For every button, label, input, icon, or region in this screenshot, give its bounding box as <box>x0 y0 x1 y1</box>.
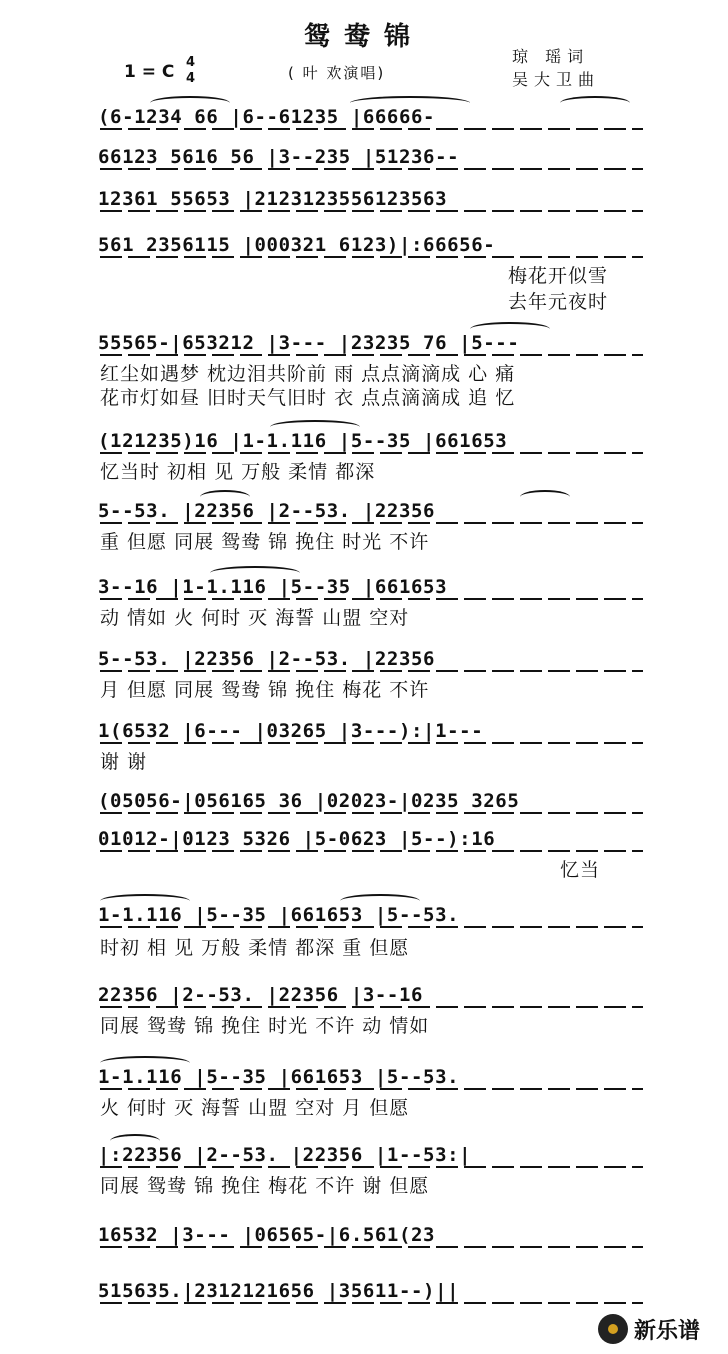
time-signature-bottom: 4 <box>186 71 196 86</box>
lyric-line: 时初 相 见 万般 柔情 都深 重 但愿 <box>100 937 410 959</box>
music-row: 1-1.116 |5--35 |661653 |5--53. <box>98 902 643 928</box>
music-row: |:22356 |2--53. |22356 |1--53:| <box>98 1142 643 1168</box>
time-signature-top: 4 <box>186 55 196 70</box>
music-row: (6-1234 66 |6--61235 |66666- <box>98 104 643 130</box>
lyric-line: 梅花开似雪 <box>508 265 609 287</box>
key-signature: 1 = C <box>124 62 175 82</box>
slur-mark <box>270 420 360 434</box>
music-row: 5--53. |22356 |2--53. |22356 <box>98 646 643 672</box>
slur-mark <box>150 96 230 110</box>
music-row: 55565-|653212 |3--- |23235 76 |5--- <box>98 330 643 356</box>
slur-mark <box>350 96 470 110</box>
lyric-line: 去年元夜时 <box>508 291 609 313</box>
lyric-line: 忆当时 初相 见 万般 柔情 都深 <box>100 461 376 483</box>
music-row: 12361 55653 |2123123556123563 <box>98 186 643 212</box>
lyric-line: 火 何时 灭 海誓 山盟 空对 月 但愿 <box>100 1097 410 1119</box>
lyric-line: 忆当 <box>560 859 601 881</box>
music-row: 01012-|0123 5326 |5-0623 |5--):16 <box>98 826 643 852</box>
lyric-line: 同展 鸳鸯 锦 挽住 时光 不许 动 情如 <box>100 1015 430 1037</box>
slur-mark <box>200 490 250 504</box>
slur-mark <box>210 566 300 580</box>
music-row: 22356 |2--53. |22356 |3--16 <box>98 982 643 1008</box>
music-row: 515635.|2312121656 |35611--)|| <box>98 1278 643 1304</box>
music-row: 1-1.116 |5--35 |661653 |5--53. <box>98 1064 643 1090</box>
music-row: (121235)16 |1-1.116 |5--35 |661653 <box>98 428 643 454</box>
music-row: (05056-|056165 36 |02023-|0235 3265 <box>98 788 643 814</box>
lyric-line: 谢 谢 <box>100 751 148 773</box>
lyric-line: 花市灯如昼 旧时天气旧时 衣 点点滴滴成 追 忆 <box>100 387 516 409</box>
lyric-line: 红尘如遇梦 枕边泪共阶前 雨 点点滴滴成 心 痛 <box>100 363 516 385</box>
music-row: 3--16 |1-1.116 |5--35 |661653 <box>98 574 643 600</box>
lyricist-credit: 琼 瑶词 <box>512 47 590 66</box>
composer-credit: 吴大卫曲 <box>512 70 601 89</box>
slur-mark <box>560 96 630 110</box>
time-signature <box>186 55 195 87</box>
lyric-line: 重 但愿 同展 鸳鸯 锦 挽住 时光 不许 <box>100 531 430 553</box>
music-row: 1(6532 |6--- |03265 |3---):|1--- <box>98 718 643 744</box>
site-logo <box>598 1312 716 1346</box>
lyric-line: 动 情如 火 何时 灭 海誓 山盟 空对 <box>100 607 410 629</box>
slur-mark <box>340 894 420 908</box>
slur-mark <box>100 1056 190 1070</box>
site-logo-text: 新乐谱 <box>634 1319 701 1344</box>
music-row: 561 2356115 |000321 6123)|:66656- <box>98 232 643 258</box>
music-row: 16532 |3--- |06565-|6.561(23 <box>98 1222 643 1248</box>
slur-mark <box>520 490 570 504</box>
lyric-line: 同展 鸳鸯 锦 挽住 梅花 不许 谢 但愿 <box>100 1175 430 1197</box>
singer-credit: ( 叶 欢演唱) <box>288 64 386 82</box>
slur-mark <box>110 1134 160 1148</box>
music-row: 5--53. |22356 |2--53. |22356 <box>98 498 643 524</box>
slur-mark <box>470 322 550 336</box>
lyric-line: 月 但愿 同展 鸳鸯 锦 挽住 梅花 不许 <box>100 679 430 701</box>
music-row: 66123 5616 56 |3--235 |51236-- <box>98 144 643 170</box>
slur-mark <box>100 894 190 908</box>
song-title: 鸳鸯锦 <box>303 22 424 52</box>
record-disc-icon <box>598 1314 628 1344</box>
